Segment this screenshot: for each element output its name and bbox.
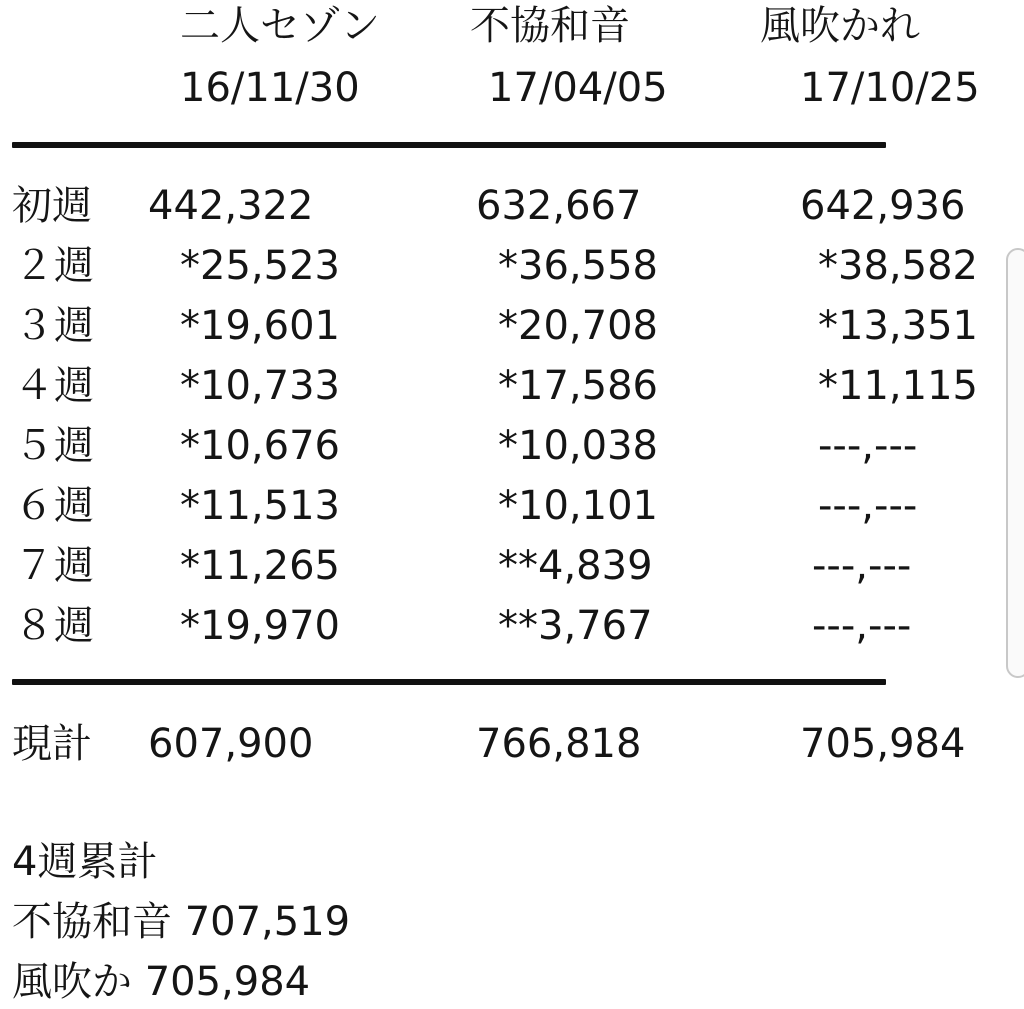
week-value-col3: 642,936 bbox=[800, 183, 966, 229]
week-value-col2: *10,038 bbox=[498, 423, 658, 469]
week-value-col2: *36,558 bbox=[498, 243, 658, 289]
week-value-col3: ---,--- bbox=[818, 483, 918, 529]
week-value-col1: *19,601 bbox=[180, 303, 340, 349]
total-value-col3: 705,984 bbox=[800, 721, 966, 767]
week-value-col3: ---,--- bbox=[812, 603, 912, 649]
header-title-3: 風吹かれ bbox=[760, 3, 920, 49]
week-label: ２週 bbox=[14, 243, 94, 289]
week-value-col2: **3,767 bbox=[498, 603, 653, 649]
week-label: ４週 bbox=[14, 363, 94, 409]
header-date-1: 16/11/30 bbox=[180, 65, 360, 111]
week-label: ７週 bbox=[14, 543, 94, 589]
week-value-col1: *11,265 bbox=[180, 543, 340, 589]
week-value-col1: *10,676 bbox=[180, 423, 340, 469]
bottom-divider bbox=[12, 679, 886, 685]
week-value-col2: 632,667 bbox=[476, 183, 642, 229]
week-value-col3: ---,--- bbox=[818, 423, 918, 469]
header-date-2: 17/04/05 bbox=[488, 65, 668, 111]
week-value-col1: *19,970 bbox=[180, 603, 340, 649]
week-value-col2: *10,101 bbox=[498, 483, 658, 529]
week-value-col1: *10,733 bbox=[180, 363, 340, 409]
top-divider bbox=[12, 142, 886, 148]
header-date-3: 17/10/25 bbox=[800, 65, 980, 111]
week-value-col3: *13,351 bbox=[818, 303, 978, 349]
scrollbar[interactable] bbox=[1006, 248, 1024, 678]
header-title-1: 二人セゾン bbox=[180, 3, 380, 49]
total-label: 現計 bbox=[12, 721, 92, 767]
week-value-col1: *11,513 bbox=[180, 483, 340, 529]
week-value-col2: **4,839 bbox=[498, 543, 653, 589]
week-label: ３週 bbox=[14, 303, 94, 349]
week-value-col3: ---,--- bbox=[812, 543, 912, 589]
week-value-col1: *25,523 bbox=[180, 243, 340, 289]
week-value-col3: *38,582 bbox=[818, 243, 978, 289]
notes-heading: 4週累計 bbox=[12, 839, 158, 885]
week-value-col2: *20,708 bbox=[498, 303, 658, 349]
week-value-col2: *17,586 bbox=[498, 363, 658, 409]
week-value-col1: 442,322 bbox=[148, 183, 314, 229]
total-value-col1: 607,900 bbox=[148, 721, 314, 767]
notes-line: 風吹か 705,984 bbox=[12, 959, 311, 1005]
week-label: ５週 bbox=[14, 423, 94, 469]
week-label: ６週 bbox=[14, 483, 94, 529]
week-label: 初週 bbox=[12, 183, 92, 229]
week-value-col3: *11,115 bbox=[818, 363, 978, 409]
header-title-2: 不協和音 bbox=[470, 3, 630, 49]
week-label: ８週 bbox=[14, 603, 94, 649]
total-value-col2: 766,818 bbox=[476, 721, 642, 767]
notes-line: 不協和音 707,519 bbox=[12, 899, 351, 945]
